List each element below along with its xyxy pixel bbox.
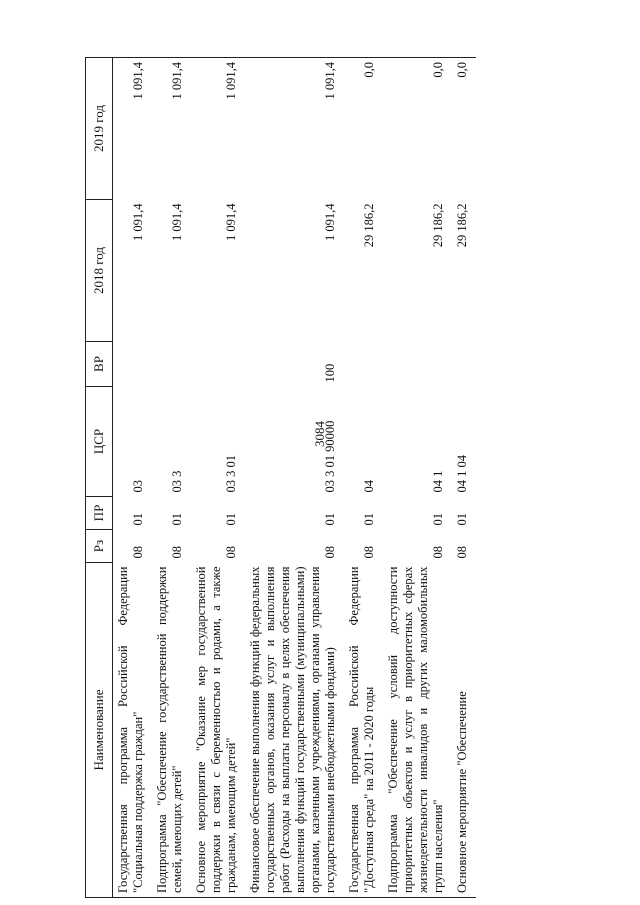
row-vr: 100 <box>323 363 337 383</box>
row-pr: 01 <box>362 513 376 526</box>
budget-table <box>85 57 476 898</box>
row-2019: 1 091,4 <box>245 58 344 200</box>
row-rz: 08 <box>455 546 469 559</box>
page-number: 3084 <box>312 421 327 447</box>
row-pr: 01 <box>455 513 469 526</box>
rotated-table-area <box>85 58 615 898</box>
header-2019: 2019 год <box>86 58 113 200</box>
row-2018: 29 186,2 <box>455 203 469 248</box>
row-csr: 03 3 <box>170 470 184 493</box>
row-pr: 01 <box>323 513 337 526</box>
row-2019: 1 091,4 <box>113 58 153 200</box>
row-2019: 0,0 <box>383 58 452 200</box>
row-name: Основное мероприятие "Обеспечение <box>452 563 476 898</box>
table-row <box>152 58 191 898</box>
row-vr <box>152 342 191 387</box>
row-2018: 1 091,4 <box>224 203 238 241</box>
row-csr: 04 1 <box>431 470 445 493</box>
row-2018: 1 091,4 <box>323 203 337 241</box>
row-2019: 0,0 <box>344 58 383 200</box>
row-vr <box>113 342 153 387</box>
row-2018: 29 186,2 <box>362 203 376 248</box>
row-rz: 08 <box>431 546 445 559</box>
row-csr: 03 <box>131 480 145 493</box>
row-rz: 08 <box>224 546 238 559</box>
row-vr <box>344 342 383 387</box>
table-row <box>191 58 245 898</box>
row-rz: 08 <box>131 546 145 559</box>
row-2018: 1 091,4 <box>131 203 145 241</box>
header-name: Наименование <box>86 563 113 898</box>
row-vr <box>383 342 452 387</box>
header-rz: Рз <box>86 530 113 563</box>
row-2019: 1 091,4 <box>152 58 191 200</box>
row-vr <box>452 342 476 387</box>
row-csr: 04 <box>362 480 376 493</box>
row-name: Государственная программа Российской Федерации "Социальная поддержка граждан" <box>113 563 153 898</box>
row-2018: 29 186,2 <box>431 203 445 248</box>
header-csr: ЦСР <box>86 387 113 497</box>
table-row <box>452 58 476 898</box>
row-pr: 01 <box>224 513 238 526</box>
row-2019: 0,0 <box>452 58 476 200</box>
row-name: Государственная программа Российской Федерации "Доступная среда" на 2011 - 2020 годы <box>344 563 383 898</box>
row-vr <box>191 342 245 387</box>
row-2018: 1 091,4 <box>170 203 184 241</box>
row-csr: 03 3 01 <box>224 455 238 493</box>
row-rz: 08 <box>170 546 184 559</box>
row-2019: 1 091,4 <box>191 58 245 200</box>
table-row <box>383 58 452 898</box>
row-rz: 08 <box>323 546 337 559</box>
row-name: Финансовое обеспечение выполнения функций федеральных государственных органов, оказания услуг и выполнения работ (Расходы на выплаты персоналу в целях обеспечения выполнения функций государственными (муниципальными) органами, казенными учреждениями, органами управления государственными внебюджетными фондами) <box>245 563 344 898</box>
row-csr: 03 3 01 90000 <box>323 420 337 493</box>
table-header-row <box>86 58 113 898</box>
row-pr: 01 <box>131 513 145 526</box>
table-row <box>245 58 344 898</box>
row-name: Основное мероприятие "Оказание мер государственной поддержки в связи с беременностью и родами, а также гражданам, имеющим детей" <box>191 563 245 898</box>
row-csr: 04 1 04 <box>455 455 469 493</box>
table-row <box>344 58 383 898</box>
landscape-content <box>85 58 615 898</box>
row-name: Подпрограмма "Обеспечение государственной поддержки семей, имеющих детей" <box>152 563 191 898</box>
row-name: Подпрограмма "Обеспечение условий доступности приоритетных объектов и услуг в приоритетных сферах жизнедеятельности инвалидов и других маломобильных групп населения" <box>383 563 452 898</box>
header-pr: ПР <box>86 497 113 530</box>
table-row <box>113 58 153 898</box>
row-pr: 01 <box>431 513 445 526</box>
row-pr: 01 <box>170 513 184 526</box>
header-vr: ВР <box>86 342 113 387</box>
header-2018: 2018 год <box>86 200 113 342</box>
row-rz: 08 <box>362 546 376 559</box>
